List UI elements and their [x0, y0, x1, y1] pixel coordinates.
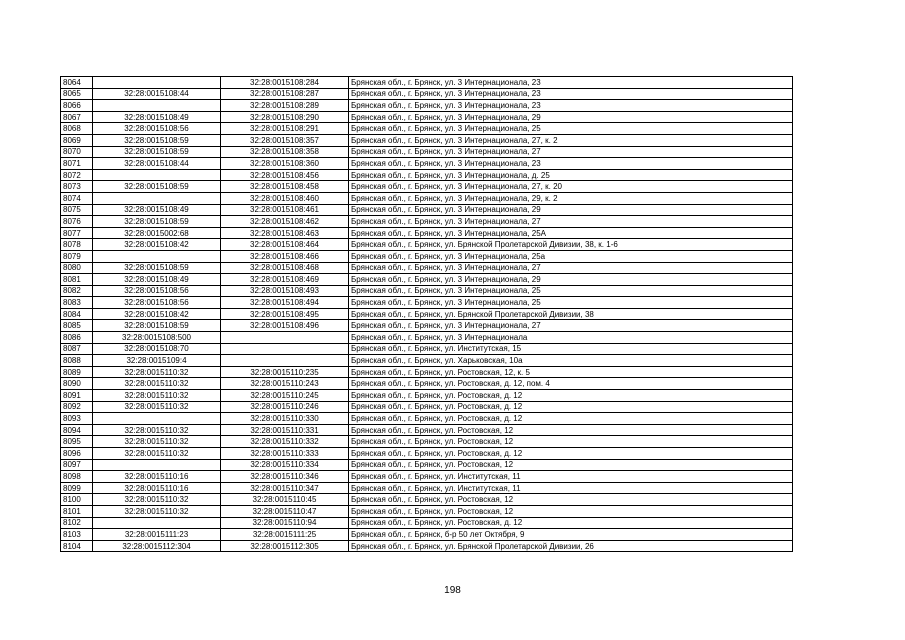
row-number-cell: 8098 — [61, 471, 93, 483]
parent-cadastral-cell: 32:28:0015108:42 — [93, 308, 221, 320]
parent-cadastral-cell: 32:28:0015108:59 — [93, 262, 221, 274]
row-number-cell: 8083 — [61, 297, 93, 309]
table-row — [61, 111, 793, 123]
cadastral-table — [60, 76, 793, 552]
cadastral-number-cell: 32:28:0015110:346 — [221, 471, 349, 483]
cadastral-number-cell: 32:28:0015108:460 — [221, 192, 349, 204]
cadastral-number-cell: 32:28:0015108:494 — [221, 297, 349, 309]
table-row — [61, 77, 793, 89]
parent-cadastral-cell: 32:28:0015108:56 — [93, 297, 221, 309]
parent-cadastral-cell: 32:28:0015108:44 — [93, 158, 221, 170]
address-cell: Брянская обл., г. Брянск, ул. 3 Интернационала, 27 — [349, 320, 793, 332]
address-cell: Брянская обл., г. Брянск, ул. Ростовская, д. 12, пом. 4 — [349, 378, 793, 390]
table-row — [61, 505, 793, 517]
cadastral-number-cell: 32:28:0015108:360 — [221, 158, 349, 170]
cadastral-number-cell: 32:28:0015108:357 — [221, 134, 349, 146]
parent-cadastral-cell: 32:28:0015110:32 — [93, 494, 221, 506]
parent-cadastral-cell — [93, 413, 221, 425]
parent-cadastral-cell: 32:28:0015108:500 — [93, 332, 221, 344]
parent-cadastral-cell — [93, 459, 221, 471]
address-cell: Брянская обл., г. Брянск, ул. 3 Интернационала, 29 — [349, 274, 793, 286]
cadastral-number-cell: 32:28:0015108:284 — [221, 77, 349, 89]
table-row — [61, 494, 793, 506]
table-row — [61, 181, 793, 193]
table-row — [61, 204, 793, 216]
cadastral-number-cell: 32:28:0015108:463 — [221, 227, 349, 239]
address-cell: Брянская обл., г. Брянск, ул. Ростовская, 12 — [349, 459, 793, 471]
row-number-cell: 8065 — [61, 88, 93, 100]
cadastral-number-cell — [221, 332, 349, 344]
parent-cadastral-cell: 32:28:0015110:32 — [93, 401, 221, 413]
row-number-cell: 8089 — [61, 366, 93, 378]
table-row — [61, 436, 793, 448]
address-cell: Брянская обл., г. Брянск, ул. 3 Интернационала, 27 — [349, 262, 793, 274]
row-number-cell: 8103 — [61, 529, 93, 541]
parent-cadastral-cell — [93, 77, 221, 89]
row-number-cell: 8067 — [61, 111, 93, 123]
parent-cadastral-cell: 32:28:0015108:59 — [93, 146, 221, 158]
parent-cadastral-cell — [93, 100, 221, 112]
row-number-cell: 8093 — [61, 413, 93, 425]
address-cell: Брянская обл., г. Брянск, ул. 3 Интернационала, 29 — [349, 204, 793, 216]
address-cell: Брянская обл., г. Брянск, ул. 3 Интернационала, 25 — [349, 297, 793, 309]
table-row — [61, 517, 793, 529]
table-row — [61, 297, 793, 309]
table-row — [61, 192, 793, 204]
row-number-cell: 8077 — [61, 227, 93, 239]
address-cell: Брянская обл., г. Брянск, ул. Харьковская, 10а — [349, 355, 793, 367]
row-number-cell: 8091 — [61, 390, 93, 402]
parent-cadastral-cell: 32:28:0015112:304 — [93, 540, 221, 552]
cadastral-number-cell: 32:28:0015110:45 — [221, 494, 349, 506]
parent-cadastral-cell: 32:28:0015108:59 — [93, 320, 221, 332]
cadastral-number-cell: 32:28:0015111:25 — [221, 529, 349, 541]
table-row — [61, 332, 793, 344]
cadastral-number-cell: 32:28:0015108:458 — [221, 181, 349, 193]
table-row — [61, 158, 793, 170]
table-row — [61, 123, 793, 135]
cadastral-number-cell: 32:28:0015110:332 — [221, 436, 349, 448]
address-cell: Брянская обл., г. Брянск, ул. 3 Интернационала, д. 25 — [349, 169, 793, 181]
table-row — [61, 424, 793, 436]
cadastral-number-cell: 32:28:0015110:243 — [221, 378, 349, 390]
table-row — [61, 100, 793, 112]
parent-cadastral-cell: 32:28:0015110:32 — [93, 424, 221, 436]
address-cell: Брянская обл., г. Брянск, ул. 3 Интернационала, 25 — [349, 285, 793, 297]
cadastral-number-cell: 32:28:0015108:461 — [221, 204, 349, 216]
parent-cadastral-cell: 32:28:0015110:16 — [93, 471, 221, 483]
table-row — [61, 378, 793, 390]
row-number-cell: 8073 — [61, 181, 93, 193]
cadastral-number-cell: 32:28:0015110:347 — [221, 482, 349, 494]
row-number-cell: 8071 — [61, 158, 93, 170]
address-cell: Брянская обл., г. Брянск, ул. 3 Интернационала, 23 — [349, 158, 793, 170]
parent-cadastral-cell: 32:28:0015110:32 — [93, 505, 221, 517]
address-cell: Брянская обл., г. Брянск, ул. 3 Интернационала, 27, к. 2 — [349, 134, 793, 146]
cadastral-number-cell: 32:28:0015110:246 — [221, 401, 349, 413]
cadastral-number-cell: 32:28:0015110:330 — [221, 413, 349, 425]
parent-cadastral-cell — [93, 192, 221, 204]
row-number-cell: 8094 — [61, 424, 93, 436]
row-number-cell: 8068 — [61, 123, 93, 135]
table-row — [61, 274, 793, 286]
parent-cadastral-cell: 32:28:0015111:23 — [93, 529, 221, 541]
table-row — [61, 390, 793, 402]
address-cell: Брянская обл., г. Брянск, ул. 3 Интернационала, 29 — [349, 111, 793, 123]
row-number-cell: 8099 — [61, 482, 93, 494]
row-number-cell: 8096 — [61, 448, 93, 460]
address-cell: Брянская обл., г. Брянск, ул. Институтская, 11 — [349, 471, 793, 483]
cadastral-number-cell: 32:28:0015110:334 — [221, 459, 349, 471]
row-number-cell: 8088 — [61, 355, 93, 367]
cadastral-table-body — [61, 77, 793, 552]
row-number-cell: 8070 — [61, 146, 93, 158]
row-number-cell: 8076 — [61, 216, 93, 228]
parent-cadastral-cell: 32:28:0015110:32 — [93, 378, 221, 390]
parent-cadastral-cell: 32:28:0015110:32 — [93, 390, 221, 402]
address-cell: Брянская обл., г. Брянск, ул. Ростовская, д. 12 — [349, 517, 793, 529]
row-number-cell: 8079 — [61, 250, 93, 262]
table-row — [61, 216, 793, 228]
row-number-cell: 8064 — [61, 77, 93, 89]
parent-cadastral-cell: 32:28:0015108:56 — [93, 123, 221, 135]
cadastral-number-cell: 32:28:0015110:245 — [221, 390, 349, 402]
row-number-cell: 8102 — [61, 517, 93, 529]
address-cell: Брянская обл., г. Брянск, ул. Ростовская, 12 — [349, 436, 793, 448]
address-cell: Брянская обл., г. Брянск, ул. Ростовская, 12, к. 5 — [349, 366, 793, 378]
table-row — [61, 540, 793, 552]
parent-cadastral-cell: 32:28:0015002:68 — [93, 227, 221, 239]
parent-cadastral-cell: 32:28:0015110:32 — [93, 436, 221, 448]
address-cell: Брянская обл., г. Брянск, ул. 3 Интернационала, 23 — [349, 77, 793, 89]
address-cell: Брянская обл., г. Брянск, ул. Ростовская, д. 12 — [349, 413, 793, 425]
cadastral-number-cell: 32:28:0015110:331 — [221, 424, 349, 436]
row-number-cell: 8066 — [61, 100, 93, 112]
table-row — [61, 285, 793, 297]
cadastral-number-cell: 32:28:0015108:464 — [221, 239, 349, 251]
row-number-cell: 8097 — [61, 459, 93, 471]
address-cell: Брянская обл., г. Брянск, ул. Ростовская, д. 12 — [349, 401, 793, 413]
table-row — [61, 448, 793, 460]
address-cell: Брянская обл., г. Брянск, ул. Ростовская, 12 — [349, 494, 793, 506]
address-cell: Брянская обл., г. Брянск, ул. Институтская, 15 — [349, 343, 793, 355]
row-number-cell: 8078 — [61, 239, 93, 251]
row-number-cell: 8095 — [61, 436, 93, 448]
cadastral-number-cell: 32:28:0015108:466 — [221, 250, 349, 262]
parent-cadastral-cell: 32:28:0015108:59 — [93, 134, 221, 146]
table-row — [61, 262, 793, 274]
address-cell: Брянская обл., г. Брянск, ул. 3 Интернационала, 27 — [349, 216, 793, 228]
table-row — [61, 482, 793, 494]
parent-cadastral-cell: 32:28:0015108:44 — [93, 88, 221, 100]
cadastral-number-cell: 32:28:0015110:333 — [221, 448, 349, 460]
parent-cadastral-cell — [93, 250, 221, 262]
address-cell: Брянская обл., г. Брянск, ул. Ростовская, 12 — [349, 424, 793, 436]
address-cell: Брянская обл., г. Брянск, ул. 3 Интернационала, 25А — [349, 227, 793, 239]
address-cell: Брянская обл., г. Брянск, ул. 3 Интернационала, 27, к. 20 — [349, 181, 793, 193]
row-number-cell: 8086 — [61, 332, 93, 344]
cadastral-number-cell: 32:28:0015110:235 — [221, 366, 349, 378]
parent-cadastral-cell: 32:28:0015108:59 — [93, 216, 221, 228]
page-number: 198 — [444, 585, 461, 596]
address-cell: Брянская обл., г. Брянск, ул. 3 Интернационала, 23 — [349, 100, 793, 112]
row-number-cell: 8087 — [61, 343, 93, 355]
row-number-cell: 8104 — [61, 540, 93, 552]
parent-cadastral-cell: 32:28:0015110:16 — [93, 482, 221, 494]
row-number-cell: 8092 — [61, 401, 93, 413]
row-number-cell: 8075 — [61, 204, 93, 216]
cadastral-number-cell: 32:28:0015110:47 — [221, 505, 349, 517]
parent-cadastral-cell: 32:28:0015108:49 — [93, 204, 221, 216]
address-cell: Брянская обл., г. Брянск, ул. Брянской Пролетарской Дивизии, 38, к. 1-6 — [349, 239, 793, 251]
table-row — [61, 366, 793, 378]
table-row — [61, 471, 793, 483]
address-cell: Брянская обл., г. Брянск, ул. 3 Интернационала, 25а — [349, 250, 793, 262]
row-number-cell: 8081 — [61, 274, 93, 286]
parent-cadastral-cell: 32:28:0015108:56 — [93, 285, 221, 297]
row-number-cell: 8072 — [61, 169, 93, 181]
table-row — [61, 459, 793, 471]
cadastral-number-cell: 32:28:0015108:495 — [221, 308, 349, 320]
address-cell: Брянская обл., г. Брянск, ул. Институтская, 11 — [349, 482, 793, 494]
table-row — [61, 355, 793, 367]
parent-cadastral-cell: 32:28:0015108:59 — [93, 181, 221, 193]
cadastral-number-cell: 32:28:0015110:94 — [221, 517, 349, 529]
address-cell: Брянская обл., г. Брянск, ул. 3 Интернационала, 23 — [349, 88, 793, 100]
parent-cadastral-cell: 32:28:0015110:32 — [93, 366, 221, 378]
cadastral-number-cell: 32:28:0015108:496 — [221, 320, 349, 332]
cadastral-number-cell: 32:28:0015108:290 — [221, 111, 349, 123]
table-row — [61, 413, 793, 425]
address-cell: Брянская обл., г. Брянск, ул. Ростовская, 12 — [349, 505, 793, 517]
row-number-cell: 8080 — [61, 262, 93, 274]
cadastral-number-cell: 32:28:0015112:305 — [221, 540, 349, 552]
parent-cadastral-cell: 32:28:0015108:42 — [93, 239, 221, 251]
parent-cadastral-cell: 32:28:0015110:32 — [93, 448, 221, 460]
row-number-cell: 8101 — [61, 505, 93, 517]
table-row — [61, 320, 793, 332]
row-number-cell: 8085 — [61, 320, 93, 332]
cadastral-number-cell: 32:28:0015108:358 — [221, 146, 349, 158]
parent-cadastral-cell: 32:28:0015108:49 — [93, 274, 221, 286]
address-cell: Брянская обл., г. Брянск, ул. Брянской Пролетарской Дивизии, 26 — [349, 540, 793, 552]
parent-cadastral-cell: 32:28:0015108:70 — [93, 343, 221, 355]
row-number-cell: 8100 — [61, 494, 93, 506]
row-number-cell: 8074 — [61, 192, 93, 204]
row-number-cell: 8082 — [61, 285, 93, 297]
table-row — [61, 169, 793, 181]
table-row — [61, 529, 793, 541]
table-row — [61, 227, 793, 239]
row-number-cell: 8069 — [61, 134, 93, 146]
cadastral-number-cell: 32:28:0015108:468 — [221, 262, 349, 274]
cadastral-number-cell: 32:28:0015108:289 — [221, 100, 349, 112]
cadastral-number-cell: 32:28:0015108:462 — [221, 216, 349, 228]
cadastral-number-cell: 32:28:0015108:456 — [221, 169, 349, 181]
cadastral-number-cell: 32:28:0015108:291 — [221, 123, 349, 135]
table-row — [61, 88, 793, 100]
address-cell: Брянская обл., г. Брянск, ул. 3 Интернационала, 27 — [349, 146, 793, 158]
cadastral-number-cell: 32:28:0015108:287 — [221, 88, 349, 100]
cadastral-number-cell — [221, 343, 349, 355]
address-cell: Брянская обл., г. Брянск, ул. 3 Интернационала, 29, к. 2 — [349, 192, 793, 204]
address-cell: Брянская обл., г. Брянск, б-р 50 лет Октября, 9 — [349, 529, 793, 541]
cadastral-number-cell: 32:28:0015108:493 — [221, 285, 349, 297]
table-row — [61, 146, 793, 158]
parent-cadastral-cell: 32:28:0015108:49 — [93, 111, 221, 123]
cadastral-number-cell — [221, 355, 349, 367]
cadastral-number-cell: 32:28:0015108:469 — [221, 274, 349, 286]
row-number-cell: 8090 — [61, 378, 93, 390]
parent-cadastral-cell — [93, 169, 221, 181]
table-row — [61, 308, 793, 320]
address-cell: Брянская обл., г. Брянск, ул. Брянской Пролетарской Дивизии, 38 — [349, 308, 793, 320]
table-row — [61, 239, 793, 251]
row-number-cell: 8084 — [61, 308, 93, 320]
address-cell: Брянская обл., г. Брянск, ул. Ростовская, д. 12 — [349, 390, 793, 402]
parent-cadastral-cell: 32:28:0015109:4 — [93, 355, 221, 367]
address-cell: Брянская обл., г. Брянск, ул. Ростовская, д. 12 — [349, 448, 793, 460]
table-row — [61, 343, 793, 355]
address-cell: Брянская обл., г. Брянск, ул. 3 Интернационала, 25 — [349, 123, 793, 135]
table-row — [61, 250, 793, 262]
table-row — [61, 401, 793, 413]
address-cell: Брянская обл., г. Брянск, ул. 3 Интернационала — [349, 332, 793, 344]
parent-cadastral-cell — [93, 517, 221, 529]
table-row — [61, 134, 793, 146]
